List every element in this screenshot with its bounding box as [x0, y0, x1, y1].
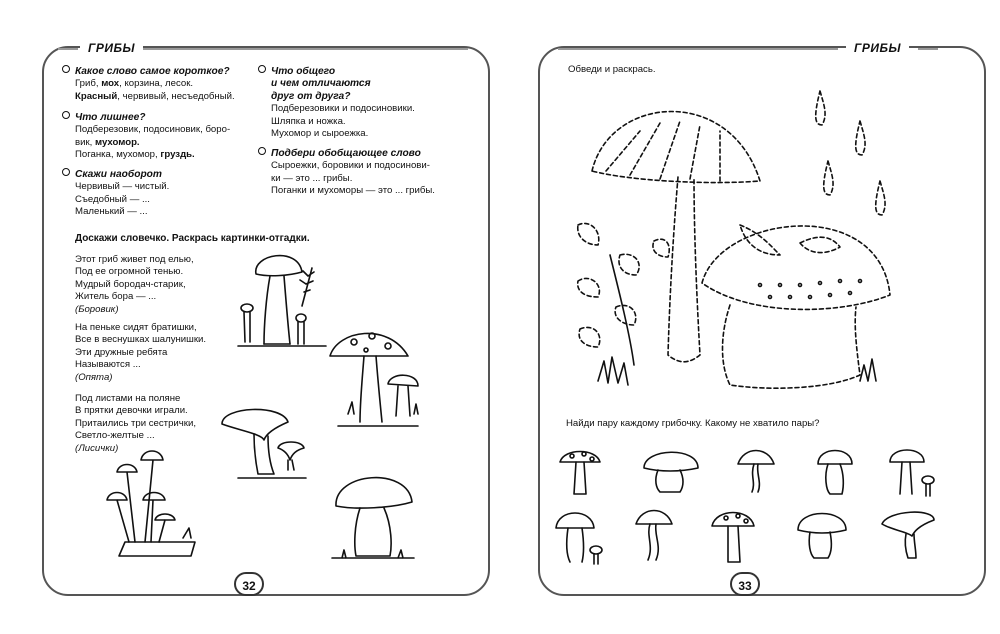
riddle-line: В прятки девочки играли.	[75, 405, 188, 417]
answer-line: Гриб, мох, корзина, лесок.	[75, 78, 194, 90]
small-toadstool-icon	[632, 506, 676, 566]
riddle-line: Притаились три сестрички,	[75, 417, 196, 429]
answer-line: Съедобный — ...	[75, 193, 150, 205]
question-title: Что общего	[271, 66, 336, 77]
riddle-line: Называются ...	[75, 359, 141, 371]
right-page-number: 33	[730, 572, 760, 596]
riddle-line: На пеньке сидят братишки,	[75, 322, 197, 333]
answer-line: Подберезовики и подосиновики.	[271, 103, 415, 115]
riddle-answer: (Опята)	[75, 371, 113, 383]
question-title: Что лишнее?	[75, 112, 146, 123]
bullet-icon	[62, 168, 70, 176]
porcini-illustration	[332, 466, 416, 562]
right-page-header: ГРИБЫ	[846, 41, 909, 55]
riddle-line: Под ее огромной тенью.	[75, 266, 184, 278]
bullet-icon	[62, 65, 70, 73]
question-block-compare	[258, 65, 415, 140]
question-title: и чем отличаются	[271, 78, 371, 90]
question-title: Скажи наоборот	[75, 169, 162, 180]
trace-mushrooms-picture	[570, 85, 900, 397]
question-block-generalize	[258, 147, 435, 198]
small-fly-agaric-icon	[708, 506, 758, 566]
riddle-line: Эти дружные ребята	[75, 346, 168, 358]
small-cep-pair-icon	[888, 446, 938, 500]
answer-line: Маленький — ...	[75, 206, 148, 218]
small-fly-agaric-icon	[556, 446, 604, 500]
riddles-title: Доскажи словечко. Раскрась картинки-отгадки.	[75, 233, 310, 244]
trace-task-instruction: Обведи и раскрась.	[568, 64, 656, 75]
small-boletus-icon	[640, 446, 702, 496]
question-block-opposites	[62, 168, 169, 219]
honey-fungus-illustration	[95, 442, 213, 560]
answer-line: Подберезовик, подосиновик, боро-	[75, 124, 231, 136]
question-block-odd-one	[62, 111, 230, 162]
question-block-shortest-word	[62, 65, 235, 103]
left-page-number: 32	[234, 572, 264, 596]
riddle-line: Под листами на поляне	[75, 393, 181, 404]
answer-line: Шляпка и ножка.	[271, 115, 346, 127]
riddle-line: Все в веснушках шалунишки.	[75, 334, 207, 346]
riddle-answer: (Лисички)	[75, 442, 119, 454]
riddle-line: Мудрый бородач-старик,	[75, 278, 186, 290]
answer-line: Поганка, мухомор, груздь.	[75, 149, 195, 161]
answer-line: Червивый — чистый.	[75, 181, 170, 193]
riddle-boletus	[75, 254, 194, 316]
header-rule	[918, 48, 938, 50]
header-rule	[138, 48, 468, 50]
small-toadstool-icon	[732, 446, 780, 496]
answer-line: Мухомор и сыроежка.	[271, 128, 369, 140]
fly-agaric-illustration	[328, 322, 420, 432]
chanterelle-illustration	[218, 404, 310, 482]
answer-line: вик, мухомор.	[75, 136, 140, 148]
riddle-line: Житель бора — ...	[75, 291, 157, 303]
question-title: друг от друга?	[271, 90, 351, 102]
small-white-mushroom-icon	[794, 506, 850, 562]
bullet-icon	[62, 111, 70, 119]
question-title: Подбери обобщающее слово	[271, 148, 421, 159]
answer-line: Поганки и мухоморы — это ... грибы.	[271, 185, 435, 197]
header-rule	[558, 48, 838, 50]
bullet-icon	[258, 65, 266, 73]
small-cep-pair-icon	[552, 506, 604, 566]
riddle-line: Этот гриб живет под елью,	[75, 254, 194, 265]
header-rule	[58, 48, 78, 50]
boletus-illustration	[238, 246, 328, 352]
riddle-line: Светло-желтые ...	[75, 430, 155, 442]
small-chanterelle-icon	[878, 506, 938, 562]
answer-line: Красный, червивый, несъедобный.	[75, 90, 235, 102]
small-white-mushroom-icon	[814, 446, 856, 500]
answer-line: Сыроежки, боровики и подосинови-	[271, 160, 430, 172]
answer-line: ки — это ... грибы.	[271, 172, 353, 184]
match-task-instruction: Найди пару каждому грибочку. Какому не хватило пары?	[566, 418, 820, 429]
riddle-answer: (Боровик)	[75, 303, 119, 315]
question-title: Какое слово самое короткое?	[75, 66, 230, 77]
riddle-honey-fungus	[75, 322, 206, 384]
bullet-icon	[258, 147, 266, 155]
left-page-header: ГРИБЫ	[80, 41, 143, 55]
